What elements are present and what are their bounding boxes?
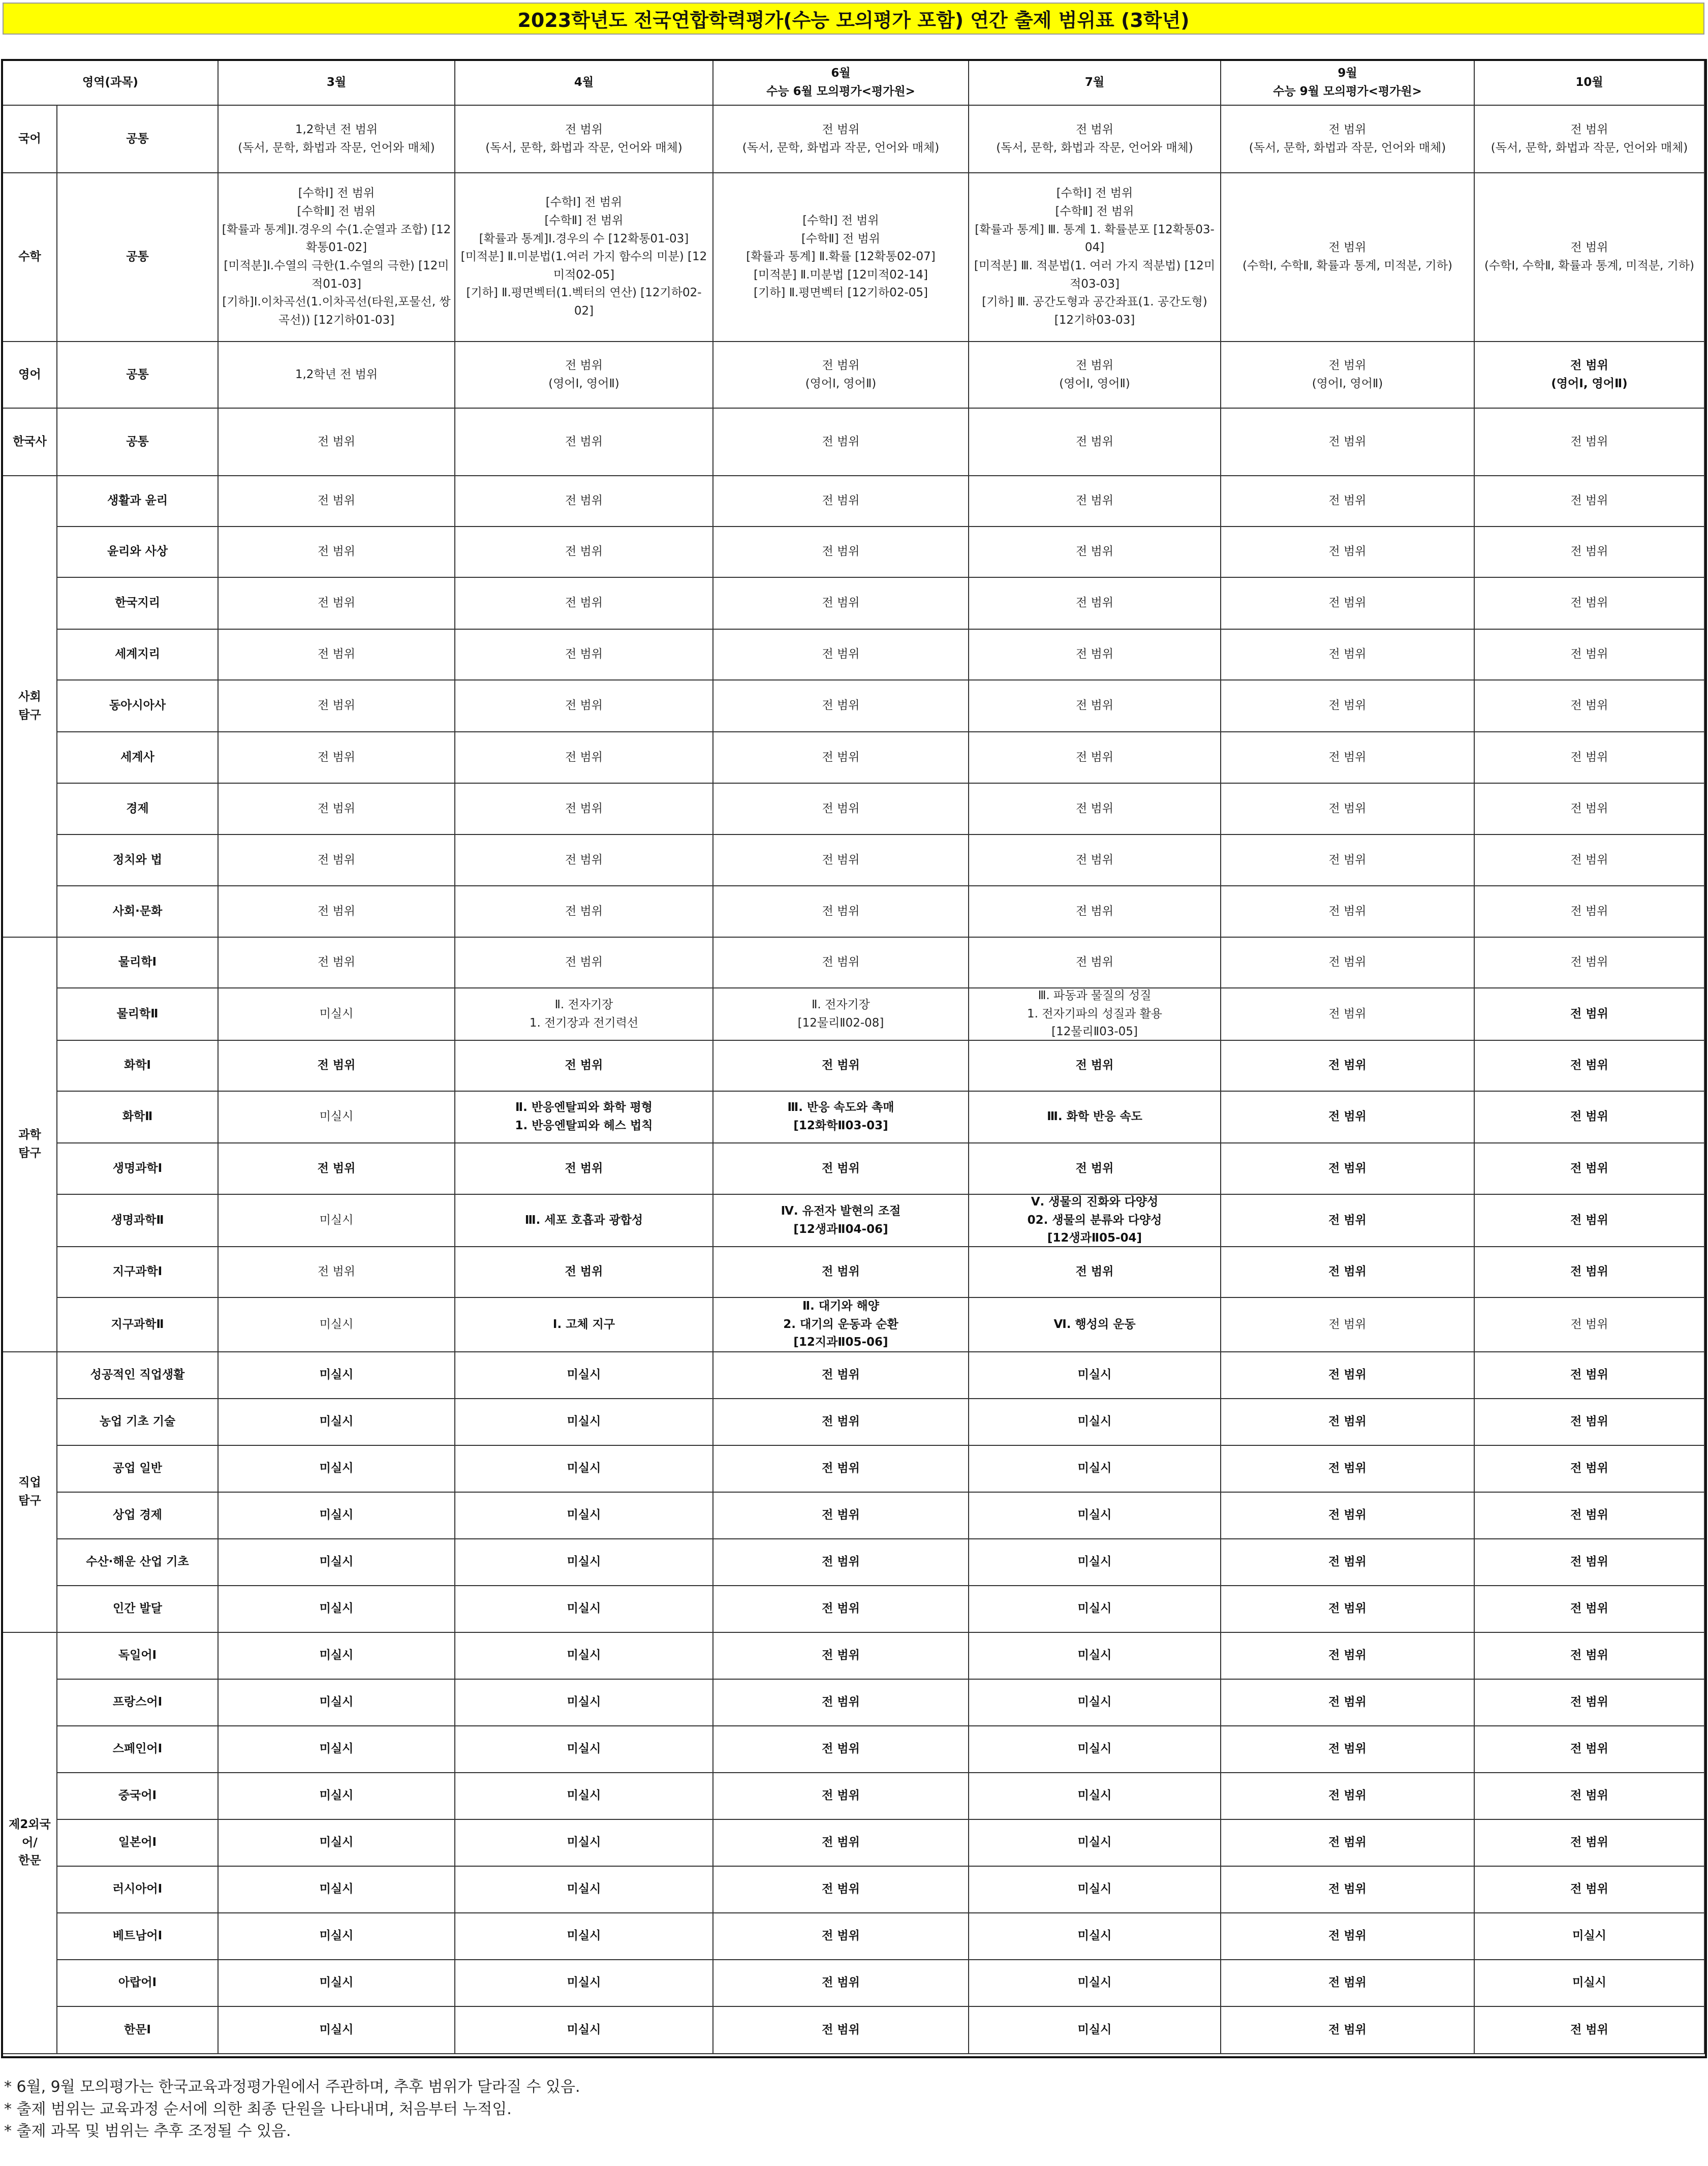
range-cell: 전 범위 [713, 1352, 969, 1399]
range-cell: 전 범위 [1475, 476, 1705, 527]
range-cell: 전 범위 [969, 630, 1221, 680]
range-cell: 미실시 [455, 1867, 713, 1913]
range-cell: 미실시 [455, 1539, 713, 1586]
range-cell: 미실시 [969, 1399, 1221, 1446]
range-cell: 전 범위 [969, 1247, 1221, 1298]
range-cell: 미실시 [219, 1820, 455, 1867]
range-cell: 전 범위 [713, 409, 969, 476]
range-cell: 전 범위 [969, 409, 1221, 476]
range-cell: 미실시 [455, 2007, 713, 2054]
range-cell: 전 범위 [219, 527, 455, 578]
range-cell: 전 범위 [1221, 1726, 1475, 1773]
range-cell: 미실시 [219, 1092, 455, 1143]
subject-label: 농업 기초 기술 [57, 1399, 219, 1446]
subject-label: 화학Ⅱ [57, 1092, 219, 1143]
range-cell: 미실시 [455, 1960, 713, 2007]
range-cell: 전 범위 [1475, 409, 1705, 476]
range-cell: 1,2학년 전 범위 [219, 342, 455, 409]
range-cell: 전 범위 [713, 886, 969, 938]
range-cell: [수학Ⅰ] 전 범위 [수학Ⅱ] 전 범위 [확률과 통계]Ⅰ.경우의 수 [12확통01-03] [미적분] Ⅱ.미분법(1.여러 가지 함수의 미분) [12미적02-05] [기하] Ⅱ.평면벡터(1.벡터의 연산) [12기하02-02] [455, 173, 713, 342]
range-cell: 전 범위 [1221, 1960, 1475, 2007]
range-cell: 전 범위 (독서, 문학, 화법과 작문, 언어와 매체) [455, 106, 713, 173]
range-cell: 미실시 [455, 1493, 713, 1539]
range-cell: 전 범위 [969, 1143, 1221, 1195]
range-cell: 전 범위 [969, 476, 1221, 527]
range-cell: 전 범위 [1475, 578, 1705, 630]
range-cell: 전 범위 [219, 835, 455, 886]
range-cell: 미실시 [455, 1399, 713, 1446]
range-cell: 전 범위 [1221, 1092, 1475, 1143]
range-cell: 전 범위 [713, 527, 969, 578]
range-cell: Ⅲ. 반응 속도와 촉매 [12화학Ⅱ03-03] [713, 1092, 969, 1143]
range-cell: 전 범위 [969, 527, 1221, 578]
range-cell: Ⅲ. 화학 반응 속도 [969, 1092, 1221, 1143]
range-cell: 전 범위 [1221, 1913, 1475, 1960]
range-cell: 전 범위 [1475, 732, 1705, 784]
section-label: 국어 [3, 106, 57, 173]
range-cell: 전 범위 [713, 1680, 969, 1726]
range-cell: 미실시 [455, 1446, 713, 1493]
subject-label: 러시아어Ⅰ [57, 1867, 219, 1913]
range-cell: Ⅱ. 대기와 해양 2. 대기의 운동과 순환 [12지과Ⅱ05-06] [713, 1298, 969, 1352]
range-cell: 미실시 [969, 1352, 1221, 1399]
range-cell: 전 범위 [1475, 1493, 1705, 1539]
range-cell: 전 범위 [1475, 938, 1705, 988]
range-cell: 미실시 [969, 1773, 1221, 1820]
range-cell: 미실시 [455, 1680, 713, 1726]
range-cell: 전 범위 [1221, 1633, 1475, 1680]
range-cell: 전 범위 [455, 784, 713, 835]
subject-label: 윤리와 사상 [57, 527, 219, 578]
range-cell: 미실시 [969, 1726, 1221, 1773]
range-cell: 미실시 [219, 1680, 455, 1726]
subject-label: 한국지리 [57, 578, 219, 630]
range-cell: 전 범위 [713, 680, 969, 732]
footnote: * 출제 과목 및 범위는 추후 조정될 수 있음. [4, 2122, 291, 2140]
subject-label: 세계지리 [57, 630, 219, 680]
subject-label: 정치와 법 [57, 835, 219, 886]
range-cell: 전 범위 [1221, 680, 1475, 732]
range-cell: 미실시 [969, 2007, 1221, 2054]
range-cell: 전 범위 [455, 680, 713, 732]
range-cell: 전 범위 [713, 1493, 969, 1539]
header-month: 7월 [969, 61, 1221, 106]
range-cell: 전 범위 [969, 732, 1221, 784]
range-cell: 전 범위 [713, 1820, 969, 1867]
range-cell: 전 범위 [1475, 784, 1705, 835]
range-cell: [수학Ⅰ] 전 범위 [수학Ⅱ] 전 범위 [확률과 통계] Ⅱ.확률 [12확통02-07] [미적분] Ⅱ.미분법 [12미적02-14] [기하] Ⅱ.평면벡터 [12기하02-05] [713, 173, 969, 342]
range-cell: 전 범위 [969, 680, 1221, 732]
section-label: 사회 탐구 [3, 476, 57, 938]
page-title: 2023학년도 전국연합학력평가(수능 모의평가 포함) 연간 출제 범위표 (3학년) [3, 3, 1704, 35]
header-month: 3월 [219, 61, 455, 106]
subject-label: 독일어Ⅰ [57, 1633, 219, 1680]
range-cell: 미실시 [219, 1867, 455, 1913]
range-cell: 미실시 [219, 1493, 455, 1539]
range-cell: 전 범위 [713, 732, 969, 784]
subject-label: 화학Ⅰ [57, 1041, 219, 1092]
subject-label: 공통 [57, 342, 219, 409]
range-cell: 미실시 [455, 1773, 713, 1820]
range-cell: 미실시 [455, 1820, 713, 1867]
range-cell: Ⅴ. 생물의 진화와 다양성 02. 생물의 분류와 다양성 [12생과Ⅱ05-04] [969, 1195, 1221, 1247]
range-cell: 전 범위 (독서, 문학, 화법과 작문, 언어와 매체) [1475, 106, 1705, 173]
range-cell: 전 범위 [969, 1041, 1221, 1092]
range-cell: 전 범위 [1221, 886, 1475, 938]
range-cell: 전 범위 [1221, 1446, 1475, 1493]
range-cell: [수학Ⅰ] 전 범위 [수학Ⅱ] 전 범위 [확률과 통계] Ⅲ. 통계 1. 확률분포 [12확통03-04] [미적분] Ⅲ. 적분법(1. 여러 가지 적분법) [12미적03-03] [기하] Ⅲ. 공간도형과 공간좌표(1. 공간도형) [12기하03-03] [969, 173, 1221, 342]
range-cell: 미실시 [969, 1820, 1221, 1867]
range-cell: 전 범위 [455, 732, 713, 784]
subject-label: 일본어Ⅰ [57, 1820, 219, 1867]
header-month: 9월 수능 9월 모의평가<평가원> [1221, 61, 1475, 106]
range-cell: 미실시 [969, 1633, 1221, 1680]
range-cell: 전 범위 [969, 784, 1221, 835]
header-area: 영역(과목) [3, 61, 219, 106]
range-cell: 전 범위 [455, 1041, 713, 1092]
range-cell: 전 범위 [455, 938, 713, 988]
range-cell: 전 범위 [1221, 630, 1475, 680]
range-cell: 전 범위 (영어Ⅰ, 영어Ⅱ) [713, 342, 969, 409]
range-cell: 전 범위 [713, 1867, 969, 1913]
subject-label: 공업 일반 [57, 1446, 219, 1493]
range-cell: 미실시 [219, 1586, 455, 1633]
range-cell: 1,2학년 전 범위 (독서, 문학, 화법과 작문, 언어와 매체) [219, 106, 455, 173]
range-cell: 전 범위 [713, 578, 969, 630]
range-cell: 전 범위 [1221, 784, 1475, 835]
range-cell: 미실시 [219, 1633, 455, 1680]
range-cell: 전 범위 [713, 1726, 969, 1773]
range-cell: 전 범위 [1475, 988, 1705, 1041]
subject-label: 지구과학Ⅱ [57, 1298, 219, 1352]
range-cell: 전 범위 [1475, 1773, 1705, 1820]
range-cell: 전 범위 [713, 1633, 969, 1680]
range-cell: 전 범위 [455, 835, 713, 886]
section-label: 수학 [3, 173, 57, 342]
range-cell: 미실시 [1475, 1960, 1705, 2007]
range-cell: 전 범위 [455, 886, 713, 938]
range-cell: 전 범위 [1475, 1446, 1705, 1493]
subject-label: 물리학Ⅱ [57, 988, 219, 1041]
subject-label: 세계사 [57, 732, 219, 784]
range-cell: 전 범위 (독서, 문학, 화법과 작문, 언어와 매체) [713, 106, 969, 173]
range-cell: 미실시 [969, 1539, 1221, 1586]
section-label: 영어 [3, 342, 57, 409]
range-cell: 전 범위 [1221, 1539, 1475, 1586]
range-cell: 전 범위 [1221, 1143, 1475, 1195]
range-cell: 전 범위 [1221, 835, 1475, 886]
range-cell: 전 범위 [1475, 1298, 1705, 1352]
range-cell: Ⅵ. 행성의 운동 [969, 1298, 1221, 1352]
subject-label: 베트남어Ⅰ [57, 1913, 219, 1960]
range-cell: 미실시 [219, 1298, 455, 1352]
range-cell: 전 범위 [1475, 527, 1705, 578]
range-cell: 전 범위 [1475, 1092, 1705, 1143]
range-cell: 전 범위 [1475, 680, 1705, 732]
subject-label: 성공적인 직업생활 [57, 1352, 219, 1399]
range-cell: 전 범위 [1221, 1773, 1475, 1820]
range-cell: 전 범위 [1475, 1726, 1705, 1773]
range-cell: 미실시 [455, 1726, 713, 1773]
range-cell: 전 범위 [713, 1773, 969, 1820]
subject-label: 동아시아사 [57, 680, 219, 732]
range-cell: 전 범위 [969, 578, 1221, 630]
header-month: 6월 수능 6월 모의평가<평가원> [713, 61, 969, 106]
range-cell: 전 범위 [713, 1247, 969, 1298]
range-cell: 전 범위 [219, 476, 455, 527]
range-cell: 전 범위 [219, 732, 455, 784]
range-cell: 전 범위 (수학Ⅰ, 수학Ⅱ, 확률과 통계, 미적분, 기하) [1475, 173, 1705, 342]
range-cell: 전 범위 [219, 1041, 455, 1092]
subject-label: 스페인어Ⅰ [57, 1726, 219, 1773]
range-cell: 전 범위 [219, 680, 455, 732]
subject-label: 물리학Ⅰ [57, 938, 219, 988]
range-cell: 전 범위 [455, 476, 713, 527]
range-cell: 전 범위 [1221, 1586, 1475, 1633]
range-cell: 미실시 [219, 988, 455, 1041]
range-cell: 전 범위 [713, 2007, 969, 2054]
range-cell: 미실시 [455, 1633, 713, 1680]
range-cell: 미실시 [969, 1493, 1221, 1539]
range-cell: 전 범위 [455, 409, 713, 476]
range-cell: 전 범위 [1475, 1041, 1705, 1092]
subject-label: 프랑스어Ⅰ [57, 1680, 219, 1726]
range-cell: 전 범위 [219, 409, 455, 476]
range-cell: Ⅱ. 전자기장 1. 전기장과 전기력선 [455, 988, 713, 1041]
range-cell: 전 범위 [1221, 1399, 1475, 1446]
range-cell: 전 범위 [1221, 938, 1475, 988]
section-label: 과학 탐구 [3, 938, 57, 1352]
subject-label: 공통 [57, 106, 219, 173]
range-cell: 전 범위 [1221, 409, 1475, 476]
range-cell: 전 범위 [219, 938, 455, 988]
section-label: 제2외국 어/ 한문 [3, 1633, 57, 2054]
subject-label: 한문Ⅰ [57, 2007, 219, 2054]
range-cell: 전 범위 [713, 1586, 969, 1633]
range-cell: 전 범위 [713, 938, 969, 988]
range-cell: 전 범위 [1475, 1586, 1705, 1633]
range-cell: 전 범위 [1475, 1195, 1705, 1247]
range-cell: 전 범위 [1221, 1298, 1475, 1352]
exam-range-table [1, 59, 1707, 2058]
range-cell: 전 범위 [1221, 1820, 1475, 1867]
range-cell: 전 범위 [713, 1143, 969, 1195]
range-cell: 전 범위 (영어Ⅰ, 영어Ⅱ) [969, 342, 1221, 409]
range-cell: 전 범위 [1475, 1820, 1705, 1867]
subject-label: 경제 [57, 784, 219, 835]
range-cell: 미실시 [969, 1446, 1221, 1493]
range-cell: 전 범위 [1221, 1680, 1475, 1726]
range-cell: 전 범위 [1221, 988, 1475, 1041]
header-month: 4월 [455, 61, 713, 106]
range-cell: 전 범위 [1475, 1247, 1705, 1298]
range-cell: 전 범위 [713, 630, 969, 680]
range-cell: 미실시 [219, 1399, 455, 1446]
range-cell: 전 범위 [1221, 1352, 1475, 1399]
range-cell: 전 범위 (영어Ⅰ, 영어Ⅱ) [1475, 342, 1705, 409]
range-cell: 미실시 [969, 1960, 1221, 2007]
subject-label: 생활과 윤리 [57, 476, 219, 527]
footnote: * 6월, 9월 모의평가는 한국교육과정평가원에서 주관하며, 추후 범위가 달라질 수 있음. [4, 2078, 580, 2096]
range-cell: Ⅱ. 반응엔탈피와 화학 평형 1. 반응엔탈피와 헤스 법칙 [455, 1092, 713, 1143]
range-cell: 전 범위 (독서, 문학, 화법과 작문, 언어와 매체) [969, 106, 1221, 173]
range-cell: 미실시 [219, 1352, 455, 1399]
range-cell: 전 범위 [1475, 1867, 1705, 1913]
range-cell: 전 범위 [713, 1539, 969, 1586]
subject-label: 아랍어Ⅰ [57, 1960, 219, 2007]
subject-label: 인간 발달 [57, 1586, 219, 1633]
section-label: 한국사 [3, 409, 57, 476]
range-cell: [수학Ⅰ] 전 범위 [수학Ⅱ] 전 범위 [확률과 통계]Ⅰ.경우의 수(1.순열과 조합) [12확통01-02] [미적분]Ⅰ.수열의 극한(1.수열의 극한) [12미적01-03] [기하]Ⅰ.이차곡선(1.이차곡선(타원,포물선, 쌍곡선)) [12기하01-03] [219, 173, 455, 342]
range-cell: Ⅲ. 파동과 물질의 성질 1. 전자기파의 성질과 활용 [12물리Ⅱ03-05] [969, 988, 1221, 1041]
range-cell: 전 범위 [219, 886, 455, 938]
range-cell: 전 범위 [455, 630, 713, 680]
range-cell: 전 범위 [1475, 2007, 1705, 2054]
range-cell: 미실시 [455, 1913, 713, 1960]
range-cell: 전 범위 [455, 1247, 713, 1298]
range-cell: 전 범위 [1475, 1399, 1705, 1446]
range-cell: 전 범위 [713, 835, 969, 886]
range-cell: Ⅱ. 전자기장 [12물리Ⅱ02-08] [713, 988, 969, 1041]
range-cell: 미실시 [219, 1726, 455, 1773]
range-cell: 전 범위 [219, 630, 455, 680]
range-cell: 전 범위 [713, 476, 969, 527]
range-cell: 전 범위 [713, 1960, 969, 2007]
range-cell: 전 범위 [1475, 1633, 1705, 1680]
range-cell: 전 범위 [1475, 1143, 1705, 1195]
range-cell: 미실시 [455, 1352, 713, 1399]
subject-label: 수산·해운 산업 기초 [57, 1539, 219, 1586]
range-cell: 미실시 [219, 1446, 455, 1493]
range-cell: 전 범위 [1221, 476, 1475, 527]
range-cell: 전 범위 [713, 1399, 969, 1446]
subject-label: 사회·문화 [57, 886, 219, 938]
range-cell: Ⅳ. 유전자 발현의 조절 [12생과Ⅱ04-06] [713, 1195, 969, 1247]
range-cell: 전 범위 (독서, 문학, 화법과 작문, 언어와 매체) [1221, 106, 1475, 173]
range-cell: 미실시 [219, 1913, 455, 1960]
range-cell: 전 범위 [455, 527, 713, 578]
subject-label: 중국어Ⅰ [57, 1773, 219, 1820]
range-cell: 전 범위 [1221, 1041, 1475, 1092]
range-cell: 전 범위 [969, 835, 1221, 886]
range-cell: 미실시 [219, 1960, 455, 2007]
range-cell: 미실시 [1475, 1913, 1705, 1960]
subject-label: 공통 [57, 409, 219, 476]
range-cell: 전 범위 [219, 1143, 455, 1195]
range-cell: 미실시 [969, 1913, 1221, 1960]
section-label: 직업 탐구 [3, 1352, 57, 1633]
range-cell: 전 범위 [1221, 527, 1475, 578]
subject-label: 상업 경제 [57, 1493, 219, 1539]
range-cell: 전 범위 [219, 1247, 455, 1298]
range-cell: 전 범위 [713, 784, 969, 835]
range-cell: 전 범위 (영어Ⅰ, 영어Ⅱ) [455, 342, 713, 409]
range-cell: Ⅲ. 세포 호흡과 광합성 [455, 1195, 713, 1247]
range-cell: 전 범위 [219, 784, 455, 835]
footnote: * 출제 범위는 교육과정 순서에 의한 최종 단원을 나타내며, 처음부터 누적임. [4, 2100, 512, 2118]
range-cell: 미실시 [969, 1867, 1221, 1913]
range-cell: Ⅰ. 고체 지구 [455, 1298, 713, 1352]
range-cell: 전 범위 [1221, 2007, 1475, 2054]
range-cell: 전 범위 [1221, 578, 1475, 630]
range-cell: 미실시 [219, 2007, 455, 2054]
range-cell: 전 범위 [969, 886, 1221, 938]
range-cell: 전 범위 [1475, 630, 1705, 680]
range-cell: 전 범위 [1221, 1247, 1475, 1298]
range-cell: 전 범위 [1475, 1680, 1705, 1726]
range-cell: 전 범위 [969, 938, 1221, 988]
range-cell: 전 범위 (수학Ⅰ, 수학Ⅱ, 확률과 통계, 미적분, 기하) [1221, 173, 1475, 342]
subject-label: 지구과학Ⅰ [57, 1247, 219, 1298]
subject-label: 생명과학Ⅱ [57, 1195, 219, 1247]
range-cell: 전 범위 [455, 1143, 713, 1195]
range-cell: 전 범위 [1475, 1539, 1705, 1586]
range-cell: 전 범위 [713, 1041, 969, 1092]
range-cell: 전 범위 [713, 1446, 969, 1493]
footnotes [4, 2076, 580, 2143]
subject-label: 생명과학Ⅰ [57, 1143, 219, 1195]
range-cell: 전 범위 [1221, 1867, 1475, 1913]
header-month: 10월 [1475, 61, 1705, 106]
range-cell: 전 범위 [1475, 835, 1705, 886]
range-cell: 미실시 [219, 1539, 455, 1586]
range-cell: 전 범위 [1221, 1493, 1475, 1539]
range-cell: 전 범위 (영어Ⅰ, 영어Ⅱ) [1221, 342, 1475, 409]
range-cell: 전 범위 [455, 578, 713, 630]
range-cell: 미실시 [969, 1586, 1221, 1633]
range-cell: 전 범위 [1221, 732, 1475, 784]
range-cell: 전 범위 [713, 1913, 969, 1960]
range-cell: 미실시 [455, 1586, 713, 1633]
range-cell: 미실시 [969, 1680, 1221, 1726]
range-cell: 전 범위 [1475, 1352, 1705, 1399]
range-cell: 전 범위 [1221, 1195, 1475, 1247]
range-cell: 미실시 [219, 1195, 455, 1247]
range-cell: 미실시 [219, 1773, 455, 1820]
range-cell: 전 범위 [1475, 886, 1705, 938]
subject-label: 공통 [57, 173, 219, 342]
range-cell: 전 범위 [219, 578, 455, 630]
